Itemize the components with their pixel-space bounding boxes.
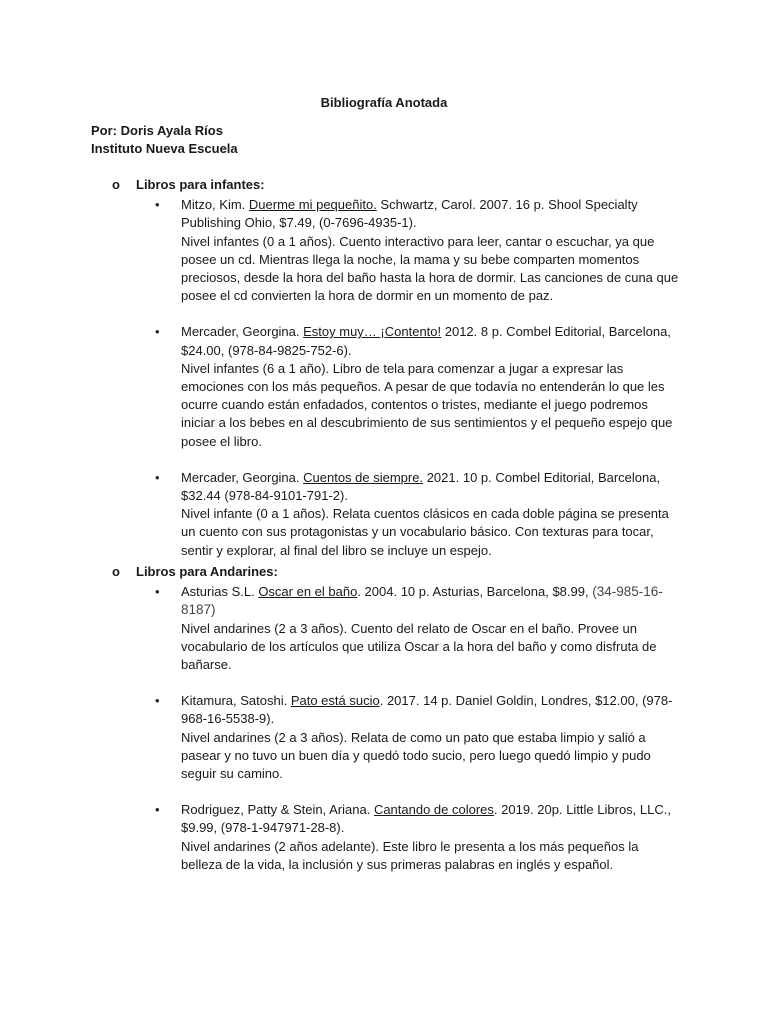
entry-details: 2021. 10 p. Combel Editorial, Barcelona, $32.44 (978-84-9101-791-2). (181, 469, 661, 504)
entry-isbn: (34-985-16-8187) (181, 584, 663, 618)
section-andarines (112, 563, 692, 874)
section-bullet-icon: o (112, 564, 120, 579)
entry-details: 2012. 8 p. Combel Editorial, Barcelona, $24.00, (978-84-9825-752-6). (181, 324, 671, 358)
entry-book-title: Duerme mi pequeñito. (248, 197, 377, 213)
entry-details: . 2019. 20p. Little Libros, LLC., $9.99, (978-1-947971-28-8). (181, 802, 671, 836)
section-bullet-icon: o (112, 177, 120, 192)
entry-author: Rodriguez, Patty & Stein, Ariana. (181, 802, 374, 818)
section-heading: Libros para Andarines: (136, 564, 278, 579)
bibliography-entry (155, 801, 681, 874)
section-heading: Libros para infantes: (136, 177, 265, 192)
bibliography-entry (155, 323, 681, 450)
entry-bullet-icon: • (155, 584, 160, 600)
entry-annotation: Nivel andarines (2 a 3 años). Cuento del relato de Oscar en el baño. Provee un vocabulario de los artículos que utiliza Oscar a la hora del baño y como disfruta de bañarse. (181, 620, 657, 673)
entry-author: Mercader, Georgina. (181, 324, 304, 340)
entry-author: Mercader, Georgina. (181, 469, 304, 485)
bibliography-entry (155, 692, 681, 783)
bibliography-entry (155, 469, 681, 560)
entry-book-title: Estoy muy… ¡Contento! (303, 324, 442, 340)
entry-book-title: Cantando de colores (373, 802, 494, 818)
bibliography-entry (155, 583, 681, 674)
bibliography-entry (155, 196, 681, 305)
entry-annotation: Nivel andarines (2 a 3 años). Relata de como un pato que estaba limpio y salió a pasear y no tuvo un buen día y quedó todo sucio, pero luego quedó limpio y pudo seguir su camino. (181, 729, 651, 782)
entry-bullet-icon: • (155, 693, 160, 709)
entry-details: Schwartz, Carol. 2007. 16 p. Shool Specialty Publishing Ohio, $7.49, (0-7696-4935-1). (181, 197, 638, 231)
entry-author: Kitamura, Satoshi. (181, 693, 291, 709)
entry-annotation: Nivel andarines (2 años adelante). Este libro le presenta a los más pequeños la belleza de la vida, la inclusión y sus primeras palabras en inglés y español. (181, 838, 639, 872)
entry-details: . 2017. 14 p. Daniel Goldin, Londres, $12.00, (978-968-16-5538-9). (181, 693, 673, 727)
entry-annotation: Nivel infantes (6 a 1 año). Libro de tela para comenzar a jugar a expresar las emociones con los más pequeños. A pesar de que todavía no entenderán lo que les ocurre cuando están enfadados, contentos o tristes, mediante el juego podremos iniciar a los bebes en al descubrimiento de sus sentimientos y el pequeño espejo que posee el libro. (181, 360, 673, 449)
entry-book-title: Oscar en el baño (258, 584, 358, 600)
entry-book-title: Cuentos de siempre. (303, 469, 424, 485)
document-title: Bibliografía Anotada (320, 95, 448, 110)
entry-bullet-icon: • (155, 469, 160, 485)
entry-bullet-icon: • (155, 324, 160, 340)
entry-author: Asturias S.L. (181, 584, 259, 600)
entry-annotation: Nivel infantes (0 a 1 años). Cuento interactivo para leer, cantar o escuchar, ya que posee un cd. Mientras llega la noche, la mama y su bebe comparten momentos preciosos, desde la hora del baño hasta la hora de dormir. Las canciones de cuna que posee el cd convierten la hora de dormir en un momento de paz. (181, 233, 679, 304)
entry-bullet-icon: • (155, 802, 160, 818)
entry-bullet-icon: • (155, 197, 160, 213)
section-infantes (112, 176, 692, 560)
entry-book-title: Pato está sucio (290, 693, 380, 709)
entry-details: . 2004. 10 p. Asturias, Barcelona, $8.99, (357, 584, 593, 600)
author-line: Por: Doris Ayala Ríos (91, 123, 223, 138)
entry-annotation: Nivel infante (0 a 1 años). Relata cuentos clásicos en cada doble página se presenta un cuento con sus protagonistas y un vocabulario básico. Con texturas para tocar, sentir y explorar, al final del libro se incluye un espejo. (181, 506, 669, 558)
school-line: Instituto Nueva Escuela (91, 141, 238, 156)
entry-author: Mitzo, Kim. (181, 197, 249, 213)
